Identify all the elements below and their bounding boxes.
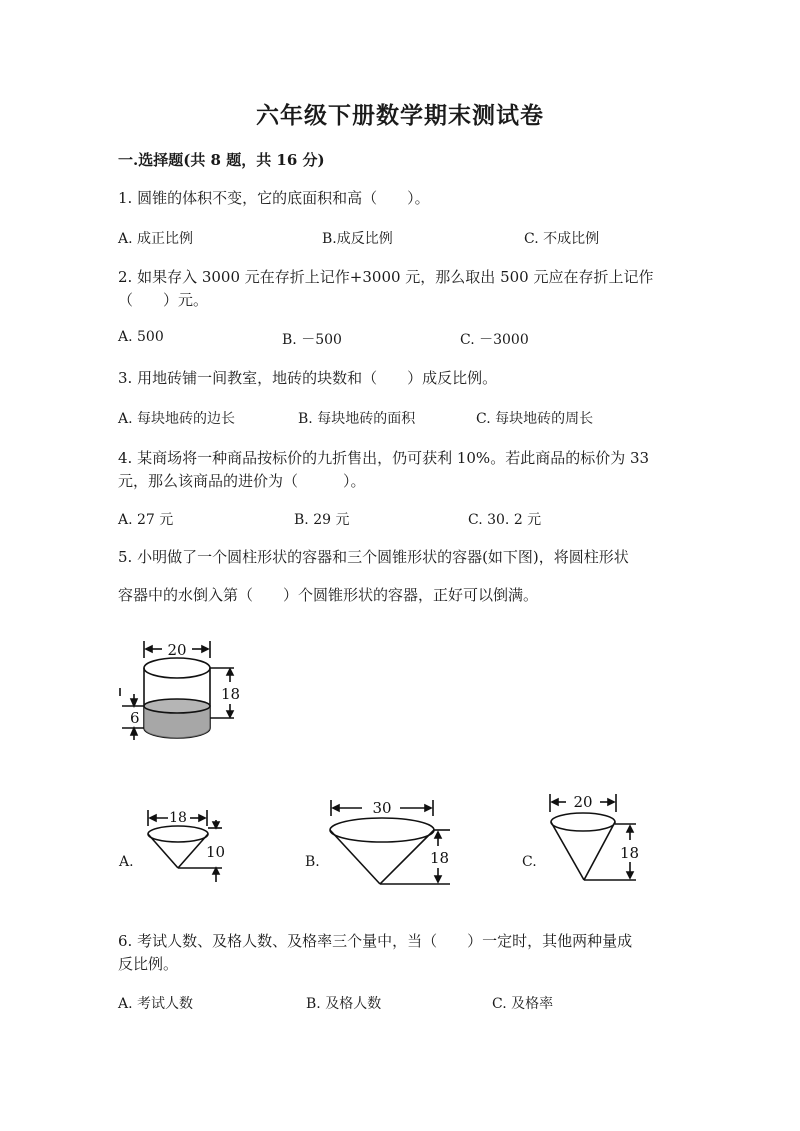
page-title: 六年级下册数学期末测试卷 — [256, 102, 544, 129]
q3-option-b: B. 每块地砖的面积 — [298, 411, 416, 427]
q4-option-c: C. 30. 2 元 — [468, 512, 542, 528]
question-6-line-1: 6. 考试人数、及格人数、及格率三个量中，当（ ）一定时，其他两种量成 — [118, 932, 633, 950]
q1-option-c: C. 不成比例 — [524, 231, 600, 247]
q3-option-c: C. 每块地砖的周长 — [476, 411, 594, 427]
cone-a-diameter-label: 18 — [169, 810, 187, 826]
question-3: 3. 用地砖铺一间教室，地砖的块数和（ ）成反比例。 — [118, 369, 498, 387]
q6-option-a: A. 考试人数 — [118, 996, 194, 1012]
section-heading: 一.选择题(共 8 题，共 16 分) — [118, 151, 325, 169]
q1-option-a: A. 成正比例 — [118, 231, 194, 247]
cone-b-diameter-label: 30 — [372, 799, 392, 817]
question-2-line-2: （ ）元。 — [118, 291, 209, 309]
q4-option-a: A. 27 元 — [118, 512, 174, 528]
cone-c-figure — [542, 792, 647, 888]
q5-option-a: A. — [119, 854, 134, 870]
q1-option-b: B.成反比例 — [322, 231, 393, 247]
question-4-line-1: 4. 某商场将一种商品按标价的九折售出，仍可获利 10%。若此商品的标价为 33 — [118, 449, 650, 467]
question-6-line-2: 反比例。 — [118, 955, 179, 973]
question-2-line-1: 2. 如果存入 3000 元在存折上记作+3000 元，那么取出 500 元应在存折上记作 — [118, 268, 654, 286]
cone-c-height-label: 18 — [620, 844, 640, 862]
cone-b-height-label: 18 — [430, 849, 450, 867]
q4-option-b: B. 29 元 — [294, 512, 350, 528]
cone-c-diameter-label: 20 — [573, 793, 593, 811]
cylinder-height-label: 18 — [221, 685, 241, 703]
cylinder-figure — [118, 636, 248, 746]
cone-a-height-label: 10 — [206, 843, 226, 861]
q2-option-a: A. 500 — [118, 329, 164, 345]
question-5-line-1: 5. 小明做了一个圆柱形状的容器和三个圆锥形状的容器(如下图)，将圆柱形状 — [118, 548, 629, 566]
q6-option-b: B. 及格人数 — [306, 996, 382, 1012]
question-4-line-2: 元，那么该商品的进价为（ ）。 — [118, 472, 366, 490]
q5-option-c: C. — [522, 854, 537, 870]
cone-a-figure — [142, 808, 242, 890]
question-1: 1. 圆锥的体积不变，它的底面积和高（ ）。 — [118, 189, 430, 207]
cone-b-figure — [322, 798, 457, 890]
q2-option-c: C. －3000 — [460, 332, 529, 348]
cylinder-water-label: 6 — [130, 709, 140, 727]
question-5-line-2: 容器中的水倒入第（ ）个圆锥形状的容器，正好可以倒满。 — [118, 586, 539, 604]
cylinder-diameter-label: 20 — [167, 641, 187, 659]
q3-option-a: A. 每块地砖的边长 — [118, 411, 236, 427]
q6-option-c: C. 及格率 — [492, 996, 554, 1012]
q2-option-b: B. －500 — [282, 332, 342, 348]
q5-option-b: B. — [305, 854, 320, 870]
